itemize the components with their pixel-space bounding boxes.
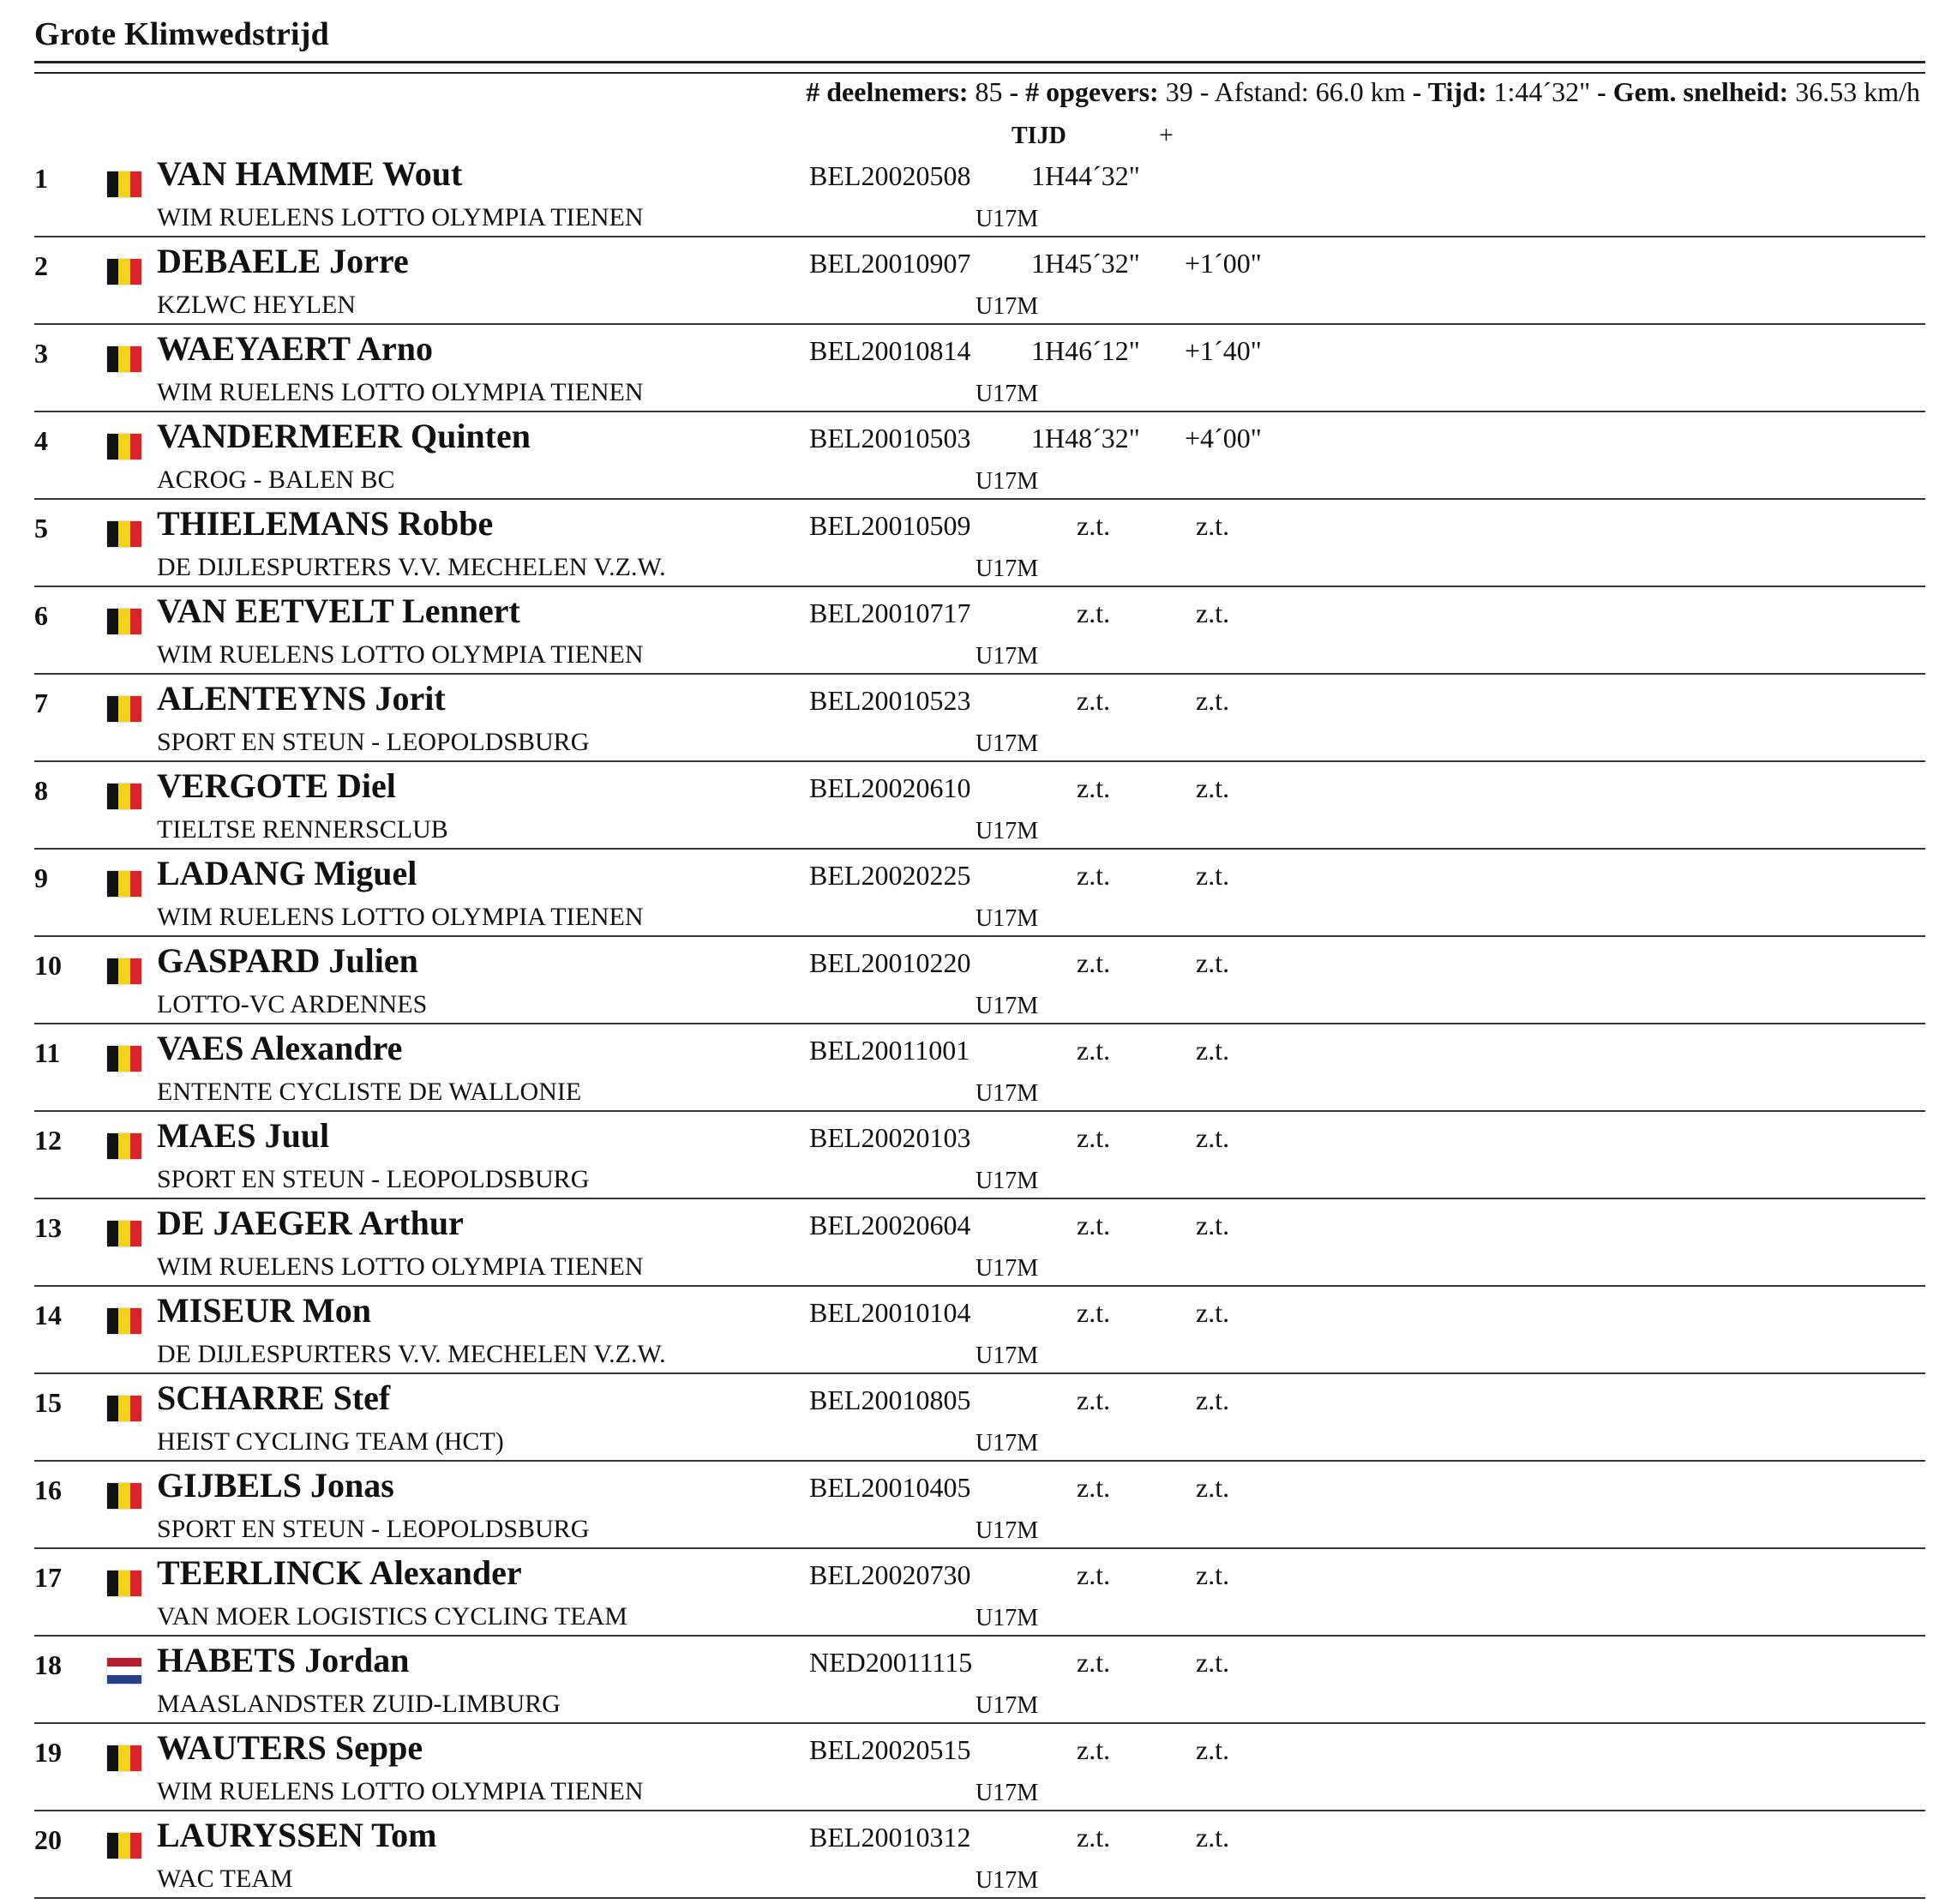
table-row <box>0 1024 1945 1112</box>
rider-time: 1H48´32" <box>1031 423 1140 453</box>
rider-category: U17M <box>976 556 1039 582</box>
rider-name: DE JAEGER Arthur <box>157 1204 464 1242</box>
table-row <box>0 325 1945 412</box>
rider-uci-id: BEL20010814 <box>809 335 971 366</box>
rider-rank: 2 <box>34 250 48 281</box>
rider-rank: 4 <box>34 425 48 456</box>
rider-team: MAASLANDSTER ZUID-LIMBURG <box>157 1690 561 1718</box>
rider-category: U17M <box>976 1342 1039 1369</box>
rider-rank: 14 <box>34 1300 62 1330</box>
rider-gap: z.t. <box>1196 1035 1230 1066</box>
rider-team: LOTTO-VC ARDENNES <box>157 990 428 1018</box>
table-row <box>0 1811 1945 1899</box>
rider-gap: z.t. <box>1196 1822 1230 1853</box>
rider-category: U17M <box>976 1692 1039 1719</box>
rider-time: z.t. <box>1077 1122 1111 1153</box>
rider-gap: +1´40" <box>1185 335 1262 366</box>
rider-gap: z.t. <box>1196 1472 1230 1503</box>
time-label: - Tijd: <box>1412 76 1487 107</box>
rider-gap: z.t. <box>1196 510 1230 541</box>
rider-name: LAURYSSEN Tom <box>157 1816 437 1854</box>
table-row <box>0 850 1945 937</box>
rider-team: ENTENTE CYCLISTE DE WALLONIE <box>157 1078 582 1106</box>
rider-team: VAN MOER LOGISTICS CYCLING TEAM <box>157 1602 627 1631</box>
row-divider <box>34 1897 1925 1899</box>
rider-gap: z.t. <box>1196 1647 1230 1678</box>
table-row <box>0 587 1945 675</box>
rider-category: U17M <box>976 818 1039 844</box>
rider-category: U17M <box>976 468 1039 495</box>
netherlands-flag-icon <box>107 1658 141 1684</box>
rider-gap: z.t. <box>1196 598 1230 628</box>
rider-uci-id: BEL20010312 <box>809 1822 971 1853</box>
rider-time: z.t. <box>1077 860 1111 891</box>
rider-gap: z.t. <box>1196 1734 1230 1765</box>
belgium-flag-icon <box>107 1133 141 1159</box>
rider-name: WAEYAERT Arno <box>157 329 434 368</box>
table-row <box>0 1287 1945 1374</box>
rider-name: HABETS Jordan <box>157 1641 410 1679</box>
rider-gap: z.t. <box>1196 947 1230 978</box>
rider-gap: z.t. <box>1196 1384 1230 1415</box>
rider-uci-id: BEL20020515 <box>809 1734 971 1765</box>
rider-name: ALENTEYNS Jorit <box>157 679 446 718</box>
rider-team: WAC TEAM <box>157 1865 293 1893</box>
rider-uci-id: BEL20010509 <box>809 510 971 541</box>
rider-gap: z.t. <box>1196 1210 1230 1240</box>
rider-team: SPORT EN STEUN - LEOPOLDSBURG <box>157 728 590 756</box>
dnf-label: - # opgevers: <box>1009 76 1159 107</box>
rider-uci-id: BEL20020225 <box>809 860 971 891</box>
rider-gap: z.t. <box>1196 860 1230 891</box>
rider-time: z.t. <box>1077 947 1111 978</box>
rider-category: U17M <box>976 730 1039 757</box>
rider-team: WIM RUELENS LOTTO OLYMPIA TIENEN <box>157 378 644 406</box>
rider-team: ACROG - BALEN BC <box>157 465 395 494</box>
rider-time: z.t. <box>1077 1822 1111 1853</box>
rider-name: GIJBELS Jonas <box>157 1466 394 1505</box>
rider-category: U17M <box>976 1430 1039 1457</box>
rider-team: WIM RUELENS LOTTO OLYMPIA TIENEN <box>157 903 644 931</box>
table-row <box>0 1112 1945 1199</box>
column-header-time: TIJD <box>1012 123 1066 149</box>
rider-uci-id: BEL20020103 <box>809 1122 971 1153</box>
belgium-flag-icon <box>107 1308 141 1334</box>
rider-name: VAN EETVELT Lennert <box>157 592 520 630</box>
rider-gap: +4´00" <box>1185 423 1262 453</box>
table-row <box>0 412 1945 500</box>
rider-category: U17M <box>976 1168 1039 1194</box>
rider-uci-id: BEL20010220 <box>809 947 971 978</box>
rider-uci-id: BEL20011001 <box>809 1035 970 1066</box>
rider-name: VANDERMEER Quinten <box>157 417 531 455</box>
rider-gap: z.t. <box>1196 1122 1230 1153</box>
rider-rank: 7 <box>34 688 48 718</box>
title-divider-bottom <box>34 72 1925 74</box>
rider-gap: z.t. <box>1196 1297 1230 1328</box>
rider-category: U17M <box>976 1255 1039 1282</box>
rider-uci-id: NED20011115 <box>809 1647 973 1678</box>
rider-time: z.t. <box>1077 1035 1111 1066</box>
rider-rank: 5 <box>34 513 48 544</box>
belgium-flag-icon <box>107 871 141 897</box>
rider-rank: 3 <box>34 338 48 369</box>
rider-time: z.t. <box>1077 1734 1111 1765</box>
title-divider-top <box>34 61 1925 63</box>
rider-time: z.t. <box>1077 685 1111 716</box>
rider-category: U17M <box>976 381 1039 407</box>
rider-category: U17M <box>976 1780 1039 1806</box>
rider-category: U17M <box>976 1867 1039 1894</box>
rider-time: z.t. <box>1077 510 1111 541</box>
rider-time: z.t. <box>1077 1297 1111 1328</box>
rider-name: DEBAELE Jorre <box>157 242 409 280</box>
rider-category: U17M <box>976 206 1039 232</box>
belgium-flag-icon <box>107 958 141 984</box>
rider-category: U17M <box>976 643 1039 670</box>
rider-time: z.t. <box>1077 1647 1111 1678</box>
dnf-value: 39 <box>1165 76 1193 107</box>
rider-time: 1H44´32" <box>1031 160 1140 191</box>
belgium-flag-icon <box>107 1483 141 1509</box>
rider-category: U17M <box>976 1080 1039 1107</box>
rider-name: SCHARRE Stef <box>157 1378 391 1417</box>
rider-time: 1H46´12" <box>1031 335 1140 366</box>
rider-rank: 19 <box>34 1737 62 1768</box>
rider-name: GASPARD Julien <box>157 941 418 980</box>
rider-time: 1H45´32" <box>1031 248 1140 279</box>
rider-team: DE DIJLESPURTERS V.V. MECHELEN V.Z.W. <box>157 553 666 581</box>
belgium-flag-icon <box>107 521 141 547</box>
rider-category: U17M <box>976 905 1039 932</box>
rider-rank: 6 <box>34 600 48 631</box>
rider-team: WIM RUELENS LOTTO OLYMPIA TIENEN <box>157 1777 644 1805</box>
table-row <box>0 150 1945 237</box>
rider-rank: 10 <box>34 950 62 981</box>
rider-team: WIM RUELENS LOTTO OLYMPIA TIENEN <box>157 640 644 669</box>
speed-value: 36.53 km/h <box>1795 76 1920 107</box>
rider-rank: 17 <box>34 1562 62 1593</box>
table-row <box>0 1549 1945 1637</box>
rider-team: KZLWC HEYLEN <box>157 291 356 319</box>
rider-rank: 13 <box>34 1212 62 1243</box>
speed-label: - Gem. snelheid: <box>1597 76 1789 107</box>
participants-label: # deelnemers: <box>806 76 969 107</box>
rider-category: U17M <box>976 1517 1039 1544</box>
rider-time: z.t. <box>1077 1559 1111 1590</box>
rider-gap: z.t. <box>1196 685 1230 716</box>
page-title: Grote Klimwedstrijd <box>34 16 329 52</box>
belgium-flag-icon <box>107 346 141 372</box>
rider-time: z.t. <box>1077 1210 1111 1240</box>
rider-rank: 18 <box>34 1649 62 1680</box>
belgium-flag-icon <box>107 1221 141 1246</box>
rider-time: z.t. <box>1077 772 1111 803</box>
rider-name: MISEUR Mon <box>157 1291 372 1330</box>
results-table <box>0 150 1945 1899</box>
belgium-flag-icon <box>107 1833 141 1859</box>
table-row <box>0 762 1945 850</box>
rider-uci-id: BEL20010523 <box>809 685 971 716</box>
rider-name: THIELEMANS Robbe <box>157 504 494 543</box>
rider-uci-id: BEL20020604 <box>809 1210 971 1240</box>
rider-name: TEERLINCK Alexander <box>157 1553 522 1592</box>
belgium-flag-icon <box>107 1046 141 1072</box>
rider-gap: +1´00" <box>1185 248 1262 279</box>
rider-name: MAES Juul <box>157 1116 330 1155</box>
distance-text: - Afstand: 66.0 km <box>1199 76 1406 107</box>
table-row <box>0 237 1945 325</box>
race-summary <box>806 76 1920 108</box>
table-row <box>0 500 1945 587</box>
rider-gap: z.t. <box>1196 772 1230 803</box>
rider-team: WIM RUELENS LOTTO OLYMPIA TIENEN <box>157 203 644 231</box>
rider-rank: 20 <box>34 1824 62 1855</box>
rider-team: HEIST CYCLING TEAM (HCT) <box>157 1427 504 1456</box>
rider-uci-id: BEL20020508 <box>809 160 971 191</box>
rider-name: VAN HAMME Wout <box>157 154 463 193</box>
rider-rank: 12 <box>34 1125 62 1156</box>
rider-uci-id: BEL20010805 <box>809 1384 971 1415</box>
rider-category: U17M <box>976 1605 1039 1631</box>
rider-rank: 1 <box>34 163 48 194</box>
table-row <box>0 1199 1945 1287</box>
table-row <box>0 1637 1945 1724</box>
rider-name: VERGOTE Diel <box>157 766 396 805</box>
rider-category: U17M <box>976 993 1039 1019</box>
belgium-flag-icon <box>107 1745 141 1771</box>
rider-time: z.t. <box>1077 598 1111 628</box>
rider-uci-id: BEL20010405 <box>809 1472 971 1503</box>
rider-team: SPORT EN STEUN - LEOPOLDSBURG <box>157 1515 590 1543</box>
rider-gap: z.t. <box>1196 1559 1230 1590</box>
rider-category: U17M <box>976 293 1039 320</box>
rider-name: LADANG Miguel <box>157 854 417 892</box>
rider-uci-id: BEL20010907 <box>809 248 971 279</box>
rider-team: TIELTSE RENNERSCLUB <box>157 815 448 844</box>
belgium-flag-icon <box>107 1396 141 1421</box>
rider-rank: 16 <box>34 1475 62 1505</box>
rider-name: VAES Alexandre <box>157 1029 403 1067</box>
rider-uci-id: BEL20020730 <box>809 1559 971 1590</box>
time-value: 1:44´32" <box>1493 76 1591 107</box>
rider-rank: 9 <box>34 862 48 893</box>
belgium-flag-icon <box>107 434 141 459</box>
rider-rank: 15 <box>34 1387 62 1418</box>
table-row <box>0 937 1945 1024</box>
belgium-flag-icon <box>107 171 141 197</box>
belgium-flag-icon <box>107 609 141 634</box>
rider-rank: 11 <box>34 1037 61 1068</box>
rider-name: WAUTERS Seppe <box>157 1728 423 1767</box>
rider-rank: 8 <box>34 775 48 806</box>
rider-uci-id: BEL20010104 <box>809 1297 971 1328</box>
table-row <box>0 1724 1945 1811</box>
rider-time: z.t. <box>1077 1384 1111 1415</box>
participants-value: 85 <box>975 76 1003 107</box>
belgium-flag-icon <box>107 696 141 722</box>
belgium-flag-icon <box>107 1571 141 1596</box>
belgium-flag-icon <box>107 259 141 285</box>
rider-team: DE DIJLESPURTERS V.V. MECHELEN V.Z.W. <box>157 1340 666 1368</box>
rider-time: z.t. <box>1077 1472 1111 1503</box>
rider-uci-id: BEL20010503 <box>809 423 971 453</box>
table-row <box>0 675 1945 762</box>
belgium-flag-icon <box>107 784 141 809</box>
rider-team: WIM RUELENS LOTTO OLYMPIA TIENEN <box>157 1252 644 1281</box>
rider-uci-id: BEL20020610 <box>809 772 971 803</box>
table-row <box>0 1374 1945 1462</box>
column-header-gap: + <box>1159 121 1174 149</box>
rider-team: SPORT EN STEUN - LEOPOLDSBURG <box>157 1165 590 1193</box>
rider-uci-id: BEL20010717 <box>809 598 971 628</box>
table-row <box>0 1462 1945 1549</box>
